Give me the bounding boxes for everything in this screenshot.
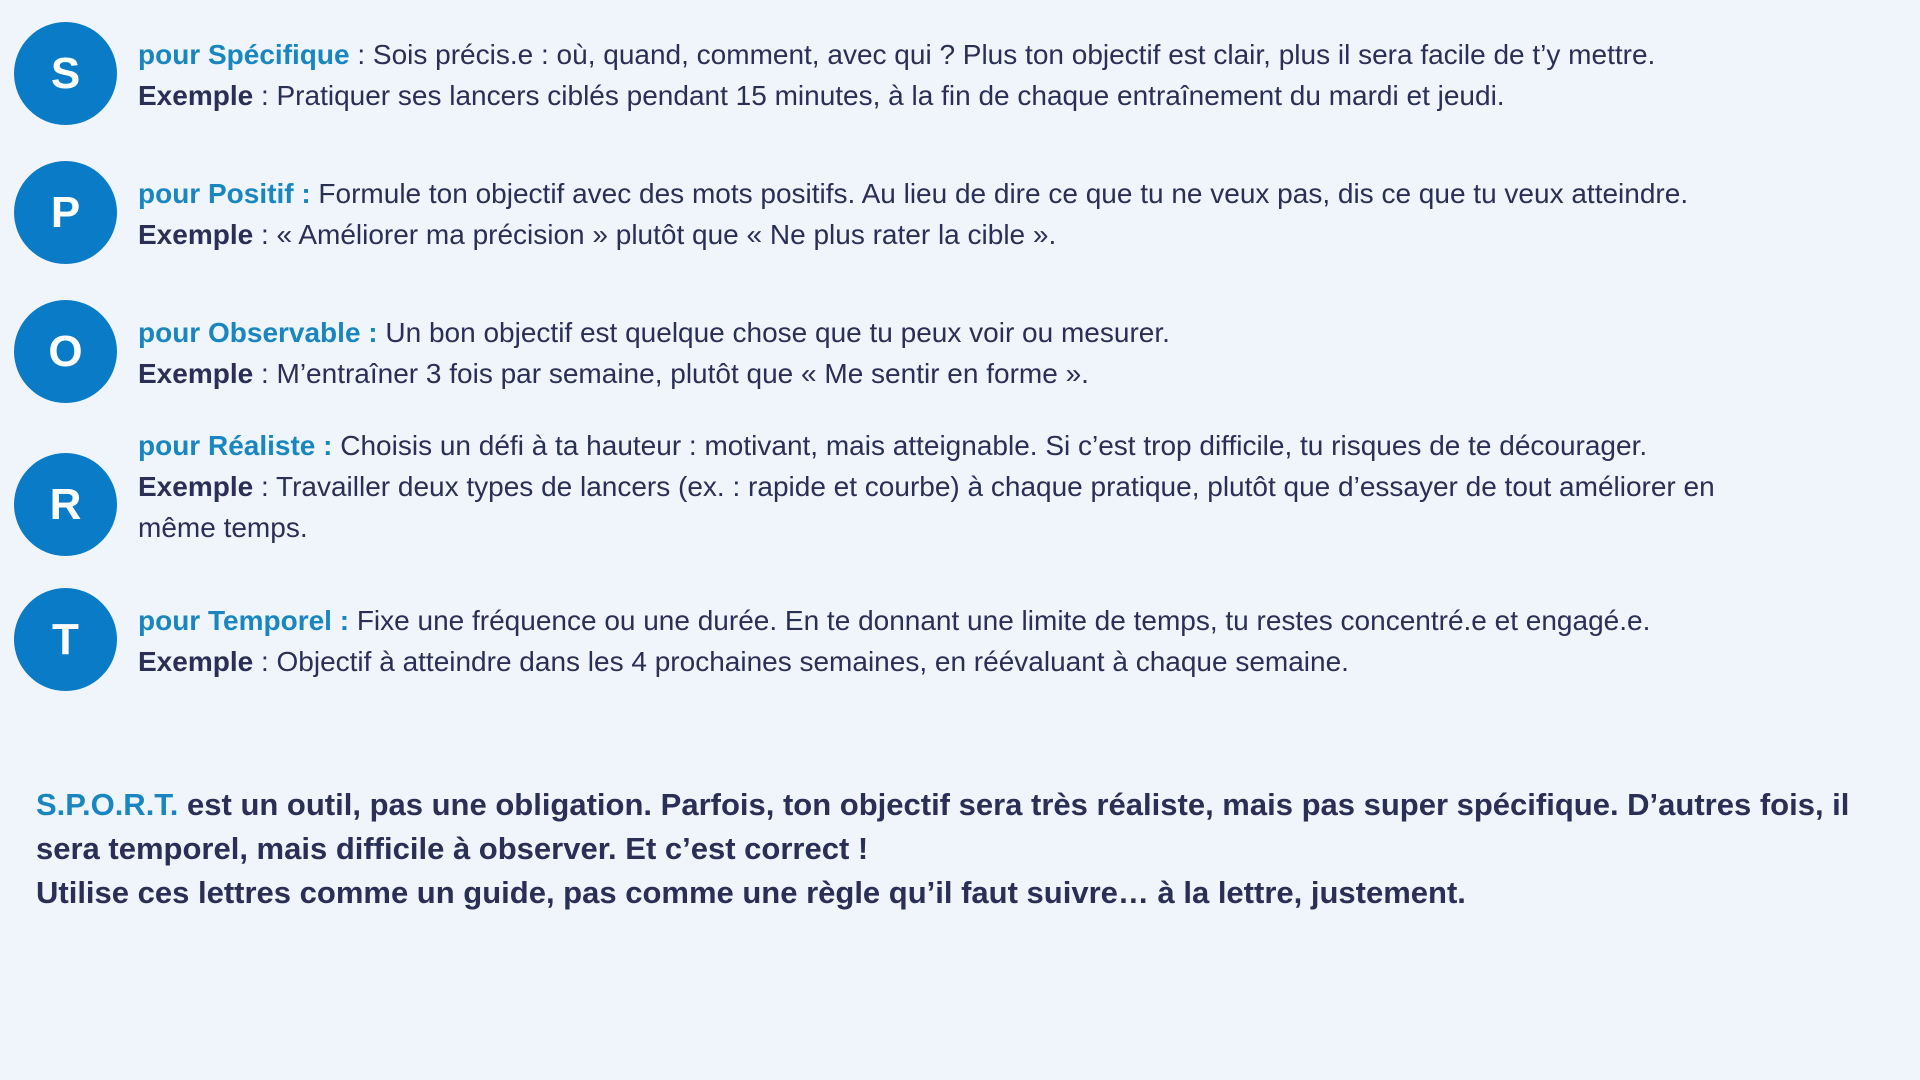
example-label: Exemple: [138, 219, 254, 250]
closing-note-text: est un outil, pas une obligation. Parfois, ton objectif sera très réaliste, mais pas super spécifique. D’autres fois, il sera temporel, mais difficile à observer. Et c’est correct !: [36, 787, 1850, 866]
criterion-example-line: [138, 466, 1758, 548]
criterion-positif: [14, 161, 1904, 264]
criterion-description: Un bon objectif est quelque chose que tu peux voir ou mesurer.: [377, 317, 1170, 348]
closing-note-paragraph: [36, 783, 1876, 871]
letter-badge-p: P: [14, 161, 117, 264]
example-label: Exemple: [138, 358, 254, 389]
sport-acronym: S.P.O.R.T.: [36, 787, 179, 822]
example-text: : « Améliorer ma précision » plutôt que « Ne plus rater la cible ».: [253, 219, 1057, 250]
criterion-description-line: [138, 312, 1898, 353]
example-text: : M’entraîner 3 fois par semaine, plutôt que « Me sentir en forme ».: [253, 358, 1089, 389]
example-label: Exemple: [138, 471, 254, 502]
example-label: Exemple: [138, 646, 254, 677]
criterion-description-line: [138, 173, 1898, 214]
criterion-observable: [14, 300, 1904, 403]
closing-note-guide: Utilise ces lettres comme un guide, pas comme une règle qu’il faut suivre… à la lettre, justement.: [36, 875, 1466, 910]
criterion-text: [138, 300, 1898, 394]
criterion-example-line: [138, 353, 1898, 394]
criterion-heading: pour Réaliste :: [138, 430, 333, 461]
criterion-text: [138, 425, 1898, 548]
criterion-description-line: [138, 425, 1898, 466]
criterion-realiste: [14, 425, 1904, 556]
criterion-text: [138, 22, 1898, 116]
letter-badge-o: O: [14, 300, 117, 403]
criterion-heading: pour Temporel :: [138, 605, 350, 636]
criterion-description: : Sois précis.e : où, quand, comment, avec qui ? Plus ton objectif est clair, plus il sera facile de t’y mettre.: [349, 39, 1656, 70]
criterion-heading: pour Spécifique: [138, 39, 350, 70]
letter-badge-t: T: [14, 588, 117, 691]
criterion-description: Fixe une fréquence ou une durée. En te donnant une limite de temps, tu restes concentré.e et engagé.e.: [349, 605, 1651, 636]
example-text: : Objectif à atteindre dans les 4 prochaines semaines, en réévaluant à chaque semaine.: [253, 646, 1349, 677]
criterion-description: Formule ton objectif avec des mots positifs. Au lieu de dire ce que tu ne veux pas, dis ce que tu veux atteindre.: [310, 178, 1689, 209]
criterion-text: [138, 588, 1898, 682]
criterion-heading: pour Observable :: [138, 317, 378, 348]
criterion-description: Choisis un défi à ta hauteur : motivant, mais atteignable. Si c’est trop difficile, tu risques de te décourager.: [332, 430, 1648, 461]
letter-badge-r: R: [14, 453, 117, 556]
criterion-example-line: [138, 214, 1898, 255]
example-text: : Travailler deux types de lancers (ex. : rapide et courbe) à chaque pratique, plutôt que d’essayer de tout améliorer en même temps.: [138, 471, 1715, 543]
criterion-heading: pour Positif :: [138, 178, 311, 209]
closing-note: [36, 783, 1876, 915]
criterion-text: [138, 161, 1898, 255]
criterion-description-line: [138, 34, 1898, 75]
example-text: : Pratiquer ses lancers ciblés pendant 15 minutes, à la fin de chaque entraînement du mardi et jeudi.: [253, 80, 1505, 111]
criterion-specifique: [14, 22, 1904, 125]
criterion-example-line: [138, 641, 1898, 682]
criterion-temporel: [14, 588, 1904, 691]
criterion-description-line: [138, 600, 1898, 641]
example-label: Exemple: [138, 80, 254, 111]
criterion-example-line: [138, 75, 1898, 116]
sport-criteria-list: [14, 22, 1904, 691]
letter-badge-s: S: [14, 22, 117, 125]
